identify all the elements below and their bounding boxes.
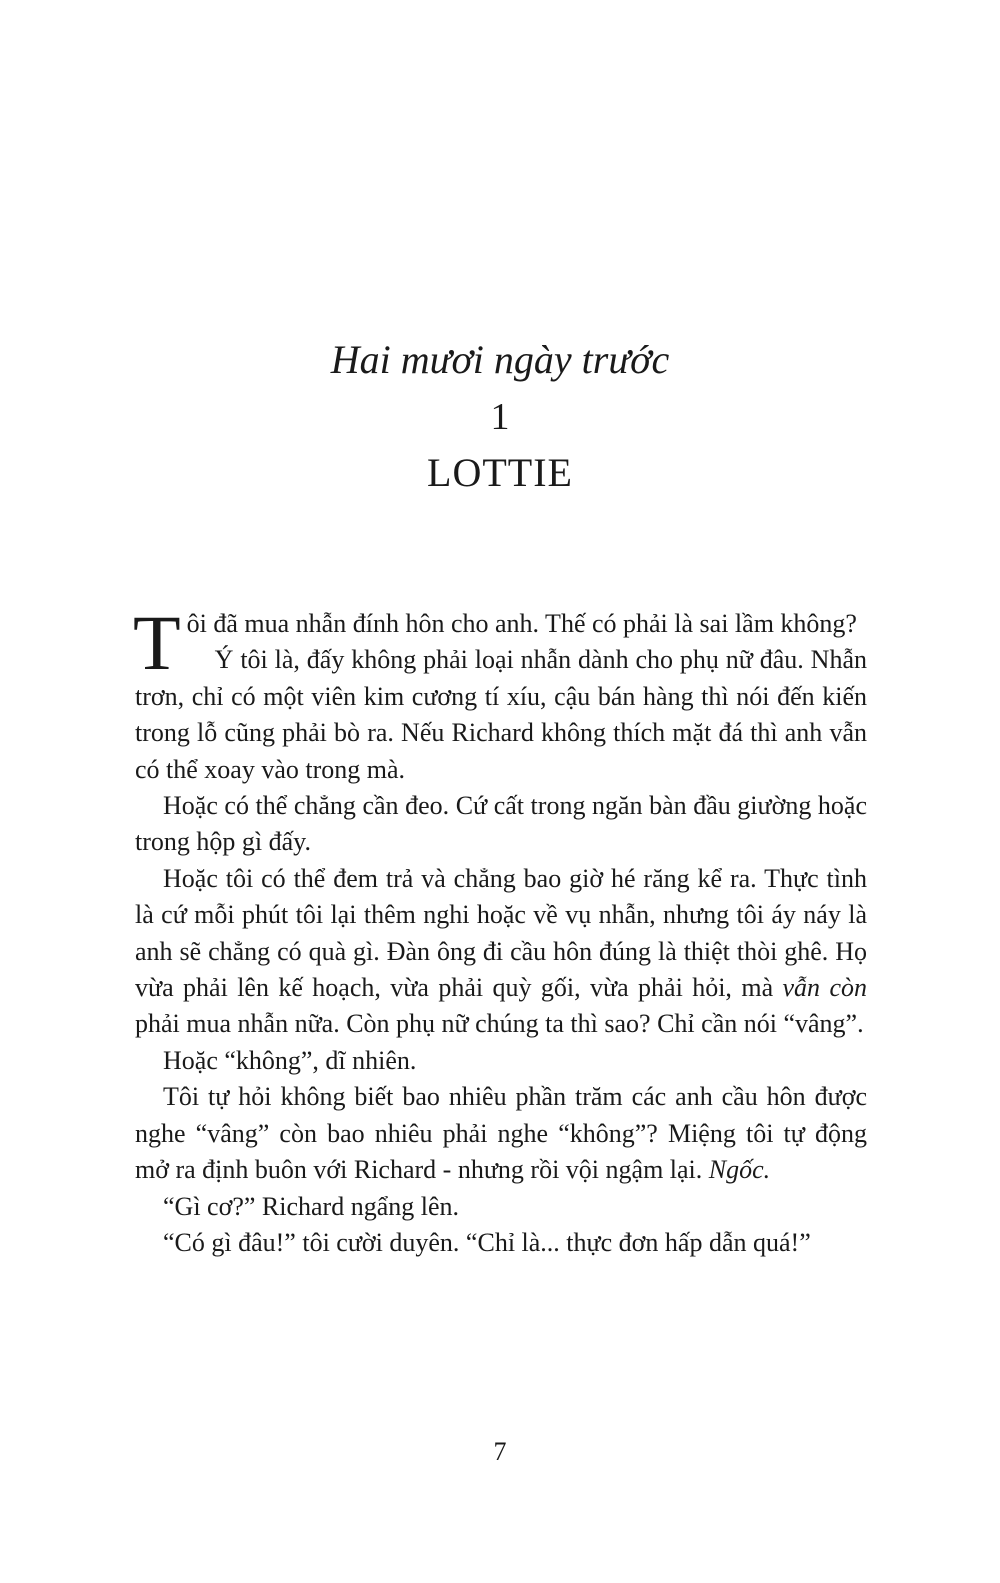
- paragraph-6: [135, 1079, 867, 1188]
- paragraph-5: Hoặc “không”, dĩ nhiên.: [163, 1045, 417, 1075]
- paragraph-6-text: Tôi tự hỏi không biết bao nhiêu phần trăm các anh cầu hôn được nghe “vâng” còn bao nhiêu phải nghe “không”? Miệng tôi tự động mở ra định buôn với Richard - nhưng rồi vội ngậm lại.: [135, 1082, 867, 1185]
- chapter-body: [133, 599, 867, 1261]
- chapter-number: 1: [490, 396, 510, 438]
- paragraph-2: Ý tôi là, đấy không phải loại nhẫn dành cho phụ nữ đâu. Nhẫn trơn, chỉ có một viên kim cương tí xíu, cậu bán hàng thì nói đến kiến trong lỗ cũng phải bò ra. Nếu Richard không thích mặt đá thì anh vẫn có thể xoay vào trong mà.: [135, 645, 867, 784]
- paragraph-4-text-start: Hoặc tôi có thể đem trả và chẳng bao giờ hé răng kể ra. Thực tình là cứ mỗi phút tôi lại thêm nghi hoặc về vụ nhẫn, nhưng tôi áy náy là anh sẽ chẳng có quà gì. Đàn ông đi cầu hôn đúng là thiệt thòi ghê. Họ vừa phải lên kế hoạch, vừa phải quỳ gối, vừa phải hỏi, mà: [135, 863, 867, 1003]
- paragraph-1: [133, 599, 867, 686]
- drop-cap: T: [133, 599, 181, 686]
- part-title: Hai mươi ngày trước: [330, 337, 670, 382]
- paragraph-7: “Gì cơ?” Richard ngẩng lên.: [163, 1191, 460, 1221]
- paragraph-3: Hoặc có thể chẳng cần đeo. Cứ cất trong ngăn bàn đầu giường hoặc trong hộp gì đấy.: [135, 791, 867, 857]
- paragraph-1-text: ôi đã mua nhẫn đính hôn cho anh. Thế có phải là sai lầm không?: [186, 609, 857, 638]
- page-number: 7: [493, 1437, 507, 1466]
- paragraph-4-emphasis: vẫn còn: [782, 973, 867, 1003]
- paragraph-6-emphasis: Ngốc.: [708, 1155, 771, 1185]
- paragraph-4: [135, 861, 867, 1043]
- paragraph-4-text-end: phải mua nhẫn nữa. Còn phụ nữ chúng ta thì sao? Chỉ cần nói “vâng”.: [135, 1009, 864, 1039]
- chapter-title: LOTTIE: [427, 450, 573, 495]
- paragraph-8: “Có gì đâu!” tôi cười duyên. “Chỉ là... thực đơn hấp dẫn quá!”: [163, 1227, 811, 1257]
